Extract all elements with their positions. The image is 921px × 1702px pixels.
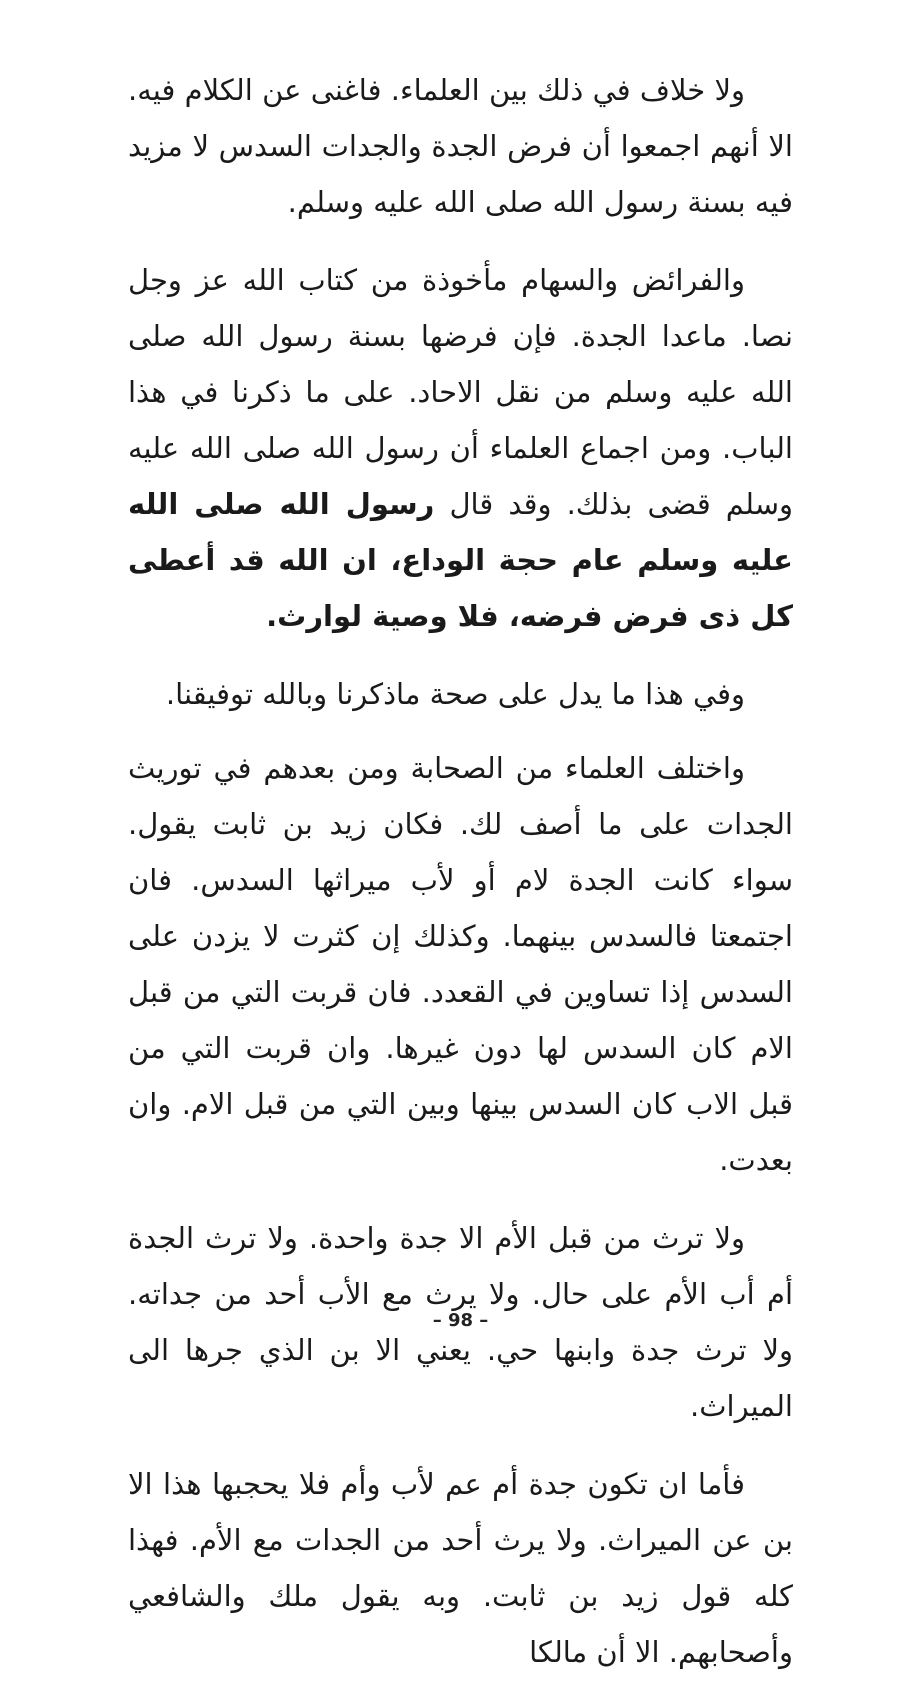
paragraph-1 xyxy=(128,62,793,230)
paragraph-6-text: فأما ان تكون جدة أم عم لأب وأم فلا يحجبها هذا الا بن عن الميراث. ولا يرث أحد من الجدات مع الأم. فهذا كله قول زيد بن ثابت. وبه يقول ملك والشافعي وأصحابهم. الا أن مالكا xyxy=(128,1467,793,1669)
paragraph-2 xyxy=(128,252,793,644)
paragraph-6 xyxy=(128,1456,793,1680)
paragraph-1-text: ولا خلاف في ذلك بين العلماء. فاغنى عن الكلام فيه. الا أنهم اجمعوا أن فرض الجدة والجدات السدس لا مزيد فيه بسنة رسول الله صلى الله عليه وسلم. xyxy=(128,73,793,219)
page-body xyxy=(128,62,793,1702)
paragraph-4-text: واختلف العلماء من الصحابة ومن بعدهم في توريث الجدات على ما أصف لك. فكان زيد بن ثابت يقول. سواء كانت الجدة لام أو لأب ميراثها السدس. فان اجتمعتا فالسدس بينهما. وكذلك إن كثرت لا يزدن على السدس إذا تساوين في القعدد. فان قربت التي من قبل الام كان السدس لها دون غيرها. وان قربت التي من قبل الاب كان السدس بينها وبين التي من قبل الام. وان بعدت. xyxy=(128,751,793,1177)
paragraph-3-text: وفي هذا ما يدل على صحة ماذكرنا وبالله توفيقنا. xyxy=(165,677,745,711)
paragraph-3 xyxy=(128,666,793,722)
paragraph-2-text: والفرائض والسهام مأخوذة من كتاب الله عز وجل نصا. ماعدا الجدة. فإن فرضها بسنة رسول الله صلى الله عليه وسلم من نقل الاحاد. على ما ذكرنا في هذا الباب. ومن اجماع العلماء أن رسول الله صلى الله عليه وسلم قضى بذلك. وقد قال xyxy=(128,263,794,521)
paragraph-4 xyxy=(128,740,793,1188)
page-number: – 98 – xyxy=(432,1310,489,1331)
paragraph-5-text: ولا ترث من قبل الأم الا جدة واحدة. ولا ترث الجدة أم أب الأم على حال. ولا يرث مع الأب أحد من جداته. ولا ترث جدة وابنها حي. يعني الا بن الذي جرها الى الميراث. xyxy=(128,1221,793,1423)
paragraph-2-hadith-bold: رسول الله صلى الله عليه وسلم عام حجة الوداع، ان الله قد أعطى كل ذى فرض فرضه، فلا وصية لوارث. xyxy=(128,487,793,633)
